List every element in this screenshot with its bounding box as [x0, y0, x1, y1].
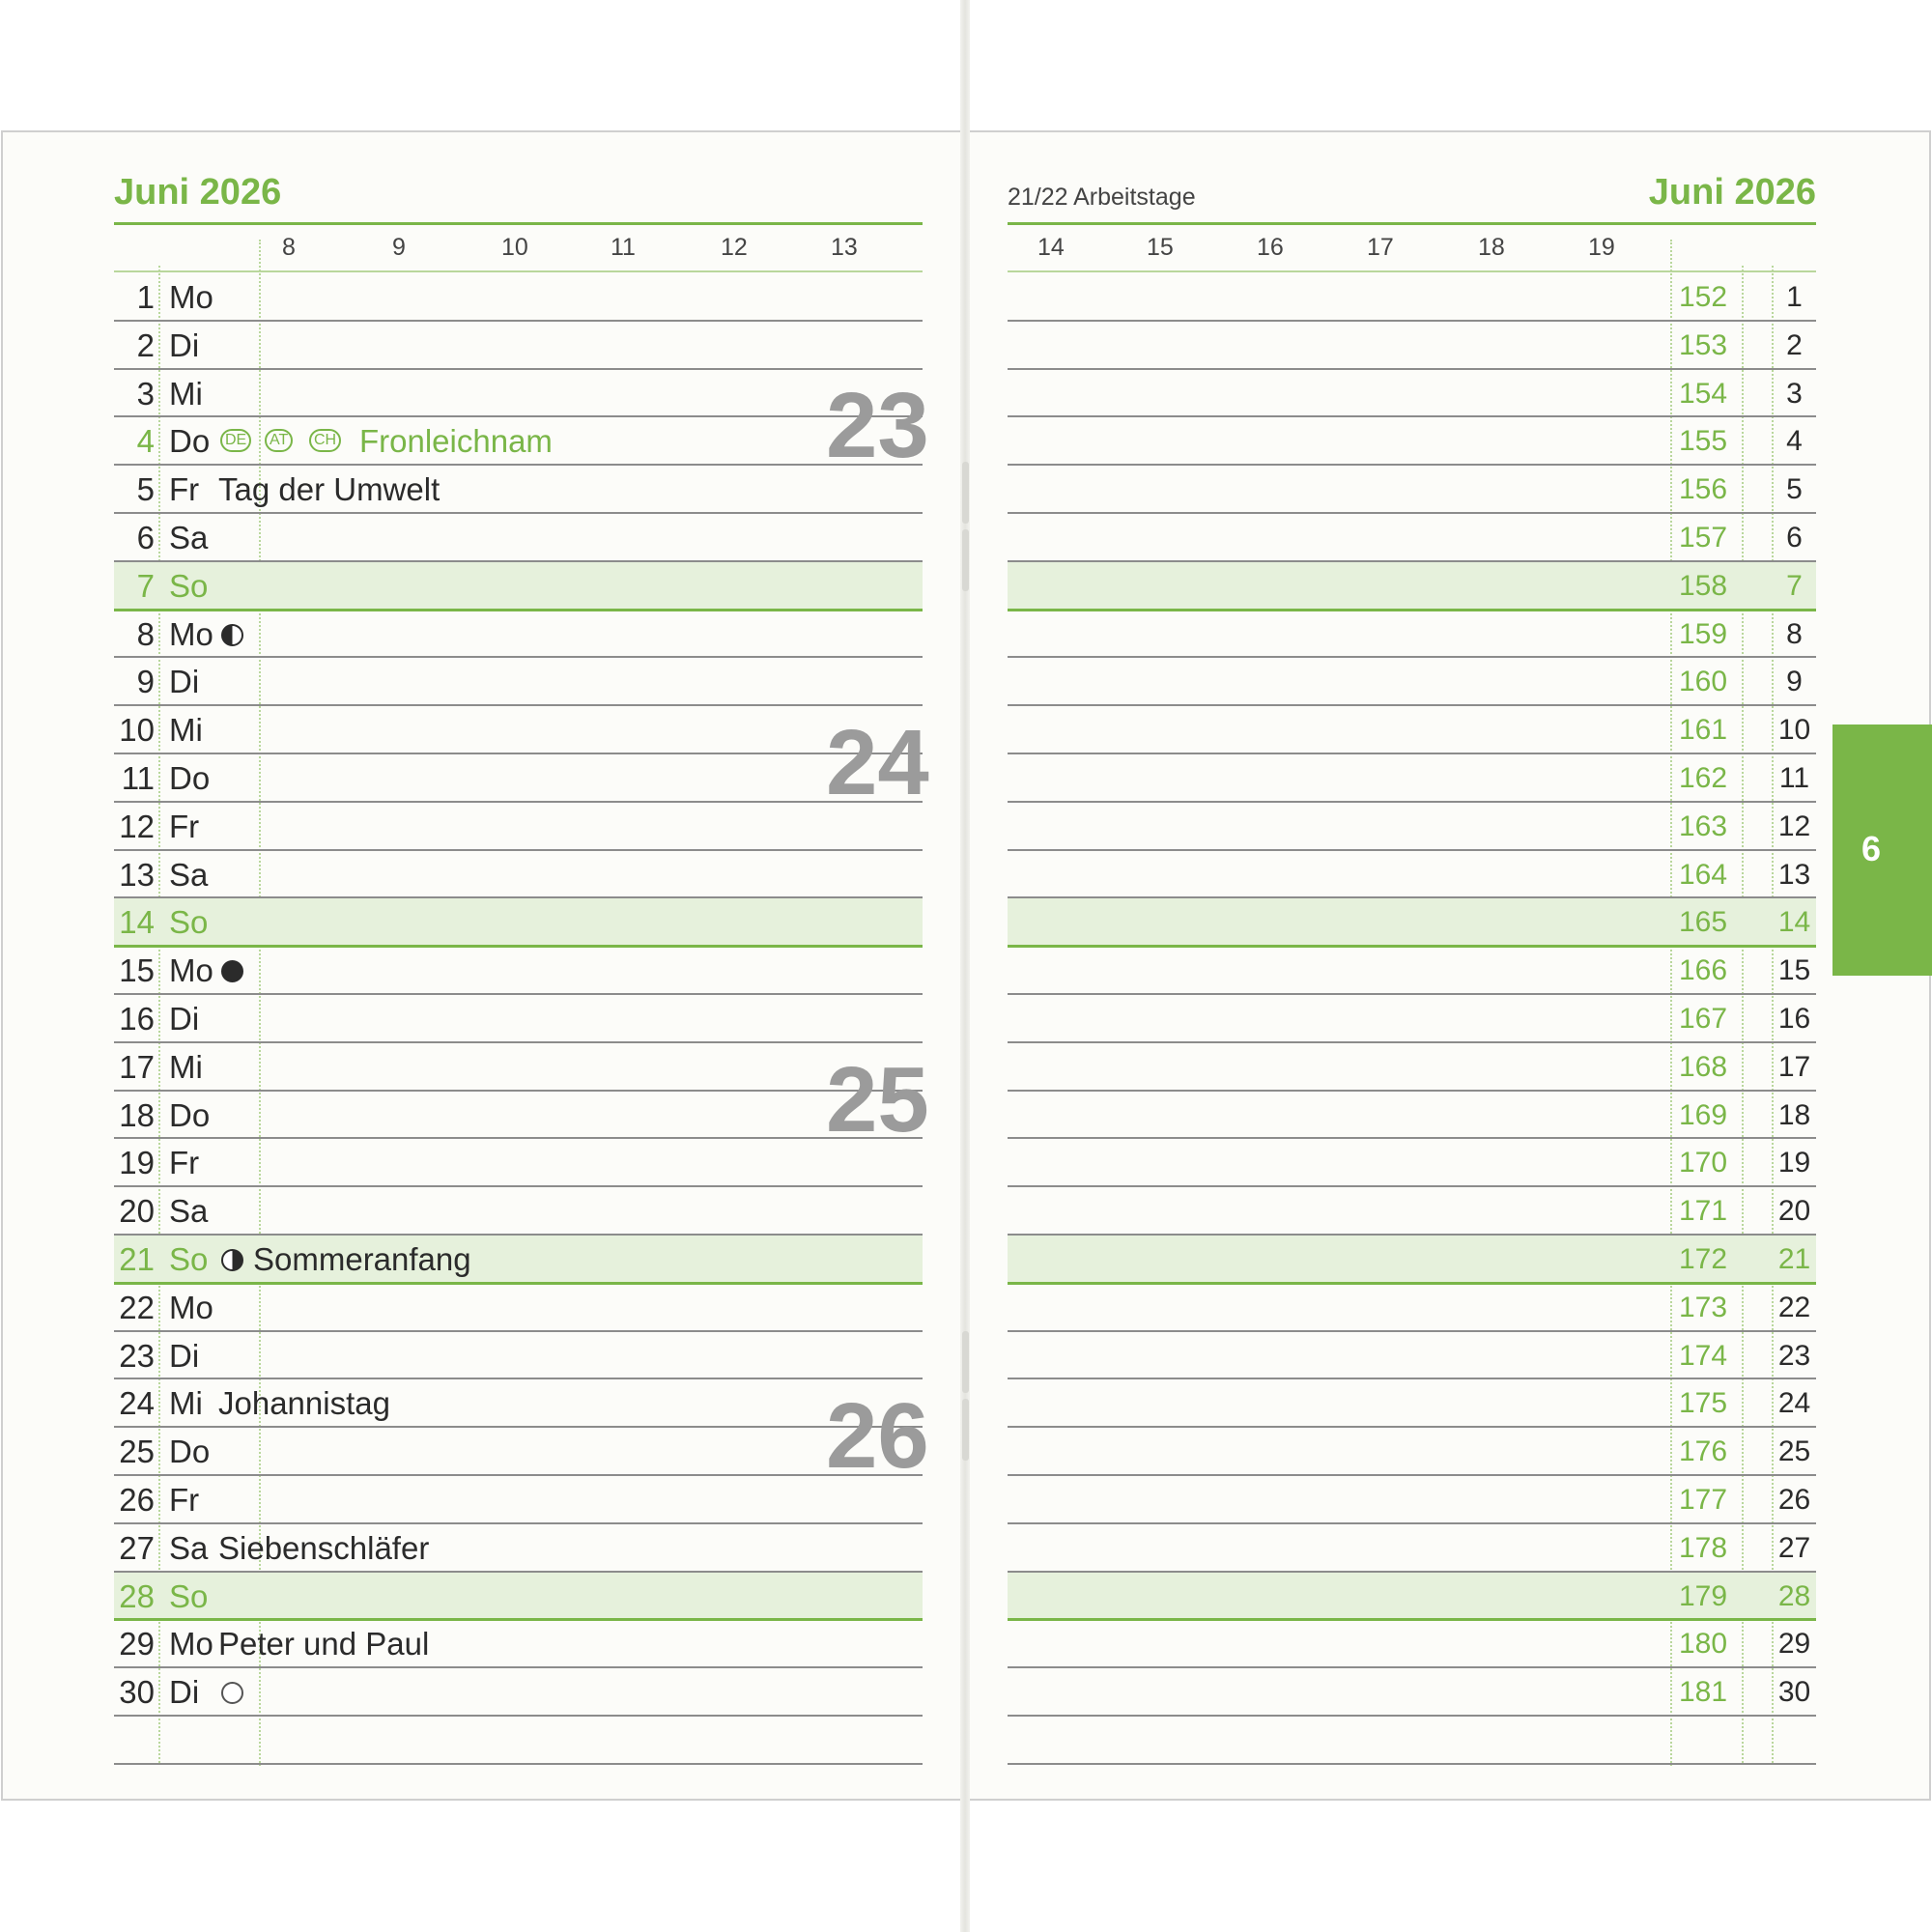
day-of-year: 166 — [1678, 954, 1728, 987]
hour-label: 17 — [1367, 234, 1394, 261]
day-of-year: 154 — [1678, 377, 1728, 410]
day-number: 4 — [136, 423, 155, 460]
day-name: So — [169, 904, 209, 941]
right-day-number: 2 — [1786, 328, 1803, 361]
day-number: 3 — [136, 375, 155, 412]
day-name: Fr — [169, 471, 200, 508]
day-number: 25 — [119, 1434, 155, 1470]
day-row-rule — [114, 993, 923, 995]
holiday-region-badge: CH — [309, 429, 341, 452]
holiday-region-badge: AT — [265, 429, 293, 452]
day-row-rule — [114, 1715, 923, 1717]
day-of-year: 170 — [1678, 1147, 1728, 1179]
day-of-year: 172 — [1678, 1243, 1728, 1275]
day-number: 1 — [136, 279, 155, 315]
right-day-number: 12 — [1777, 810, 1811, 842]
day-name: Di — [169, 664, 200, 700]
right-day-number: 11 — [1778, 762, 1810, 794]
day-number: 14 — [119, 904, 155, 941]
day-of-year: 178 — [1678, 1531, 1728, 1564]
right-day-number: 28 — [1777, 1579, 1811, 1612]
day-row-rule — [114, 753, 923, 754]
day-number: 23 — [119, 1337, 155, 1374]
day-name: So — [169, 1577, 209, 1614]
day-name: Sa — [169, 856, 209, 893]
day-name: Mi — [169, 1048, 203, 1085]
right-day-number: 5 — [1786, 473, 1803, 506]
hour-rule — [1008, 270, 1816, 272]
day-of-year: 163 — [1678, 810, 1728, 842]
day-row-rule — [114, 1282, 923, 1285]
day-of-year: 176 — [1678, 1435, 1728, 1468]
day-row-rule — [114, 656, 923, 658]
right-day-number: 30 — [1777, 1676, 1811, 1709]
day-event: Peter und Paul — [218, 1626, 430, 1662]
day-name: Di — [169, 1674, 200, 1711]
day-name: Fr — [169, 1145, 200, 1181]
day-name: Sa — [169, 520, 209, 555]
day-of-year: 162 — [1678, 762, 1728, 794]
right-day-number: 4 — [1786, 425, 1803, 458]
day-of-year: 155 — [1678, 425, 1728, 458]
right-page-title: Juni 2026 — [1648, 172, 1816, 213]
day-of-year: 158 — [1678, 569, 1728, 602]
day-number: 10 — [119, 712, 155, 749]
day-name: Sa — [169, 1193, 209, 1230]
day-name: Do — [169, 1434, 211, 1470]
right-day-number: 15 — [1777, 954, 1811, 987]
left-header-rule — [114, 222, 923, 225]
workdays-count: 21/22 Arbeitstage — [1008, 184, 1196, 211]
week-number: 25 — [826, 1048, 929, 1151]
sunday-band — [114, 898, 923, 945]
right-day-number: 22 — [1777, 1291, 1811, 1323]
day-row-rule — [114, 320, 923, 322]
day-of-year: 153 — [1678, 328, 1728, 361]
day-number: 17 — [119, 1048, 155, 1085]
holiday-region-badge: DE — [220, 429, 251, 452]
day-row-rule — [114, 704, 923, 706]
binding-staple — [962, 462, 969, 524]
day-number: 30 — [119, 1674, 155, 1711]
right-day-number: 16 — [1777, 1003, 1811, 1035]
day-name: Mo — [169, 1289, 213, 1325]
hour-label: 16 — [1257, 234, 1284, 261]
day-of-year: 161 — [1678, 714, 1728, 747]
day-number: 19 — [119, 1145, 155, 1181]
right-day-number: 19 — [1777, 1147, 1811, 1179]
day-number: 24 — [119, 1385, 155, 1422]
day-number: 13 — [119, 856, 155, 893]
day-number: 29 — [119, 1626, 155, 1662]
day-row-rule — [114, 609, 923, 611]
day-name: So — [169, 567, 209, 604]
day-number: 6 — [136, 520, 155, 555]
day-name: Mi — [169, 375, 203, 412]
day-of-year: 164 — [1678, 858, 1728, 891]
day-number: 27 — [119, 1529, 155, 1566]
right-day-number: 26 — [1777, 1484, 1811, 1516]
day-event: Fronleichnam — [359, 423, 553, 460]
day-of-year: 169 — [1678, 1098, 1728, 1131]
right-day-number: 17 — [1777, 1050, 1811, 1083]
sunday-band — [114, 1573, 923, 1619]
day-row-rule — [114, 849, 923, 851]
binding-staple — [962, 1331, 969, 1393]
day-row-rule — [114, 1041, 923, 1043]
hour-label: 18 — [1478, 234, 1505, 261]
day-event: Tag der Umwelt — [218, 471, 440, 508]
day-number: 8 — [136, 615, 155, 652]
day-of-year: 177 — [1678, 1484, 1728, 1516]
day-number: 15 — [119, 952, 155, 989]
day-row-rule — [114, 1763, 923, 1765]
day-row-rule — [114, 1474, 923, 1476]
right-day-number: 6 — [1786, 522, 1803, 554]
day-row-rule — [114, 1330, 923, 1332]
day-name: Di — [169, 1337, 200, 1374]
dotted-column-divider — [1670, 240, 1672, 1766]
day-row-rule — [114, 368, 923, 370]
right-day-number: 14 — [1777, 906, 1811, 939]
hour-rule — [114, 270, 923, 272]
day-of-year: 167 — [1678, 1003, 1728, 1035]
right-day-number: 29 — [1777, 1628, 1811, 1661]
week-number: 23 — [826, 374, 929, 477]
week-number: 26 — [826, 1384, 929, 1488]
day-name: Do — [169, 760, 211, 796]
day-name: Fr — [169, 1482, 200, 1518]
hour-label: 14 — [1037, 234, 1065, 261]
day-number: 5 — [136, 471, 155, 508]
right-day-number: 7 — [1786, 569, 1803, 602]
binding-staple — [962, 529, 969, 591]
day-number: 11 — [121, 760, 155, 796]
moon-phase-icon — [221, 1249, 243, 1271]
day-of-year: 180 — [1678, 1628, 1728, 1661]
hour-label: 9 — [392, 234, 406, 261]
day-row-rule — [1008, 1763, 1816, 1765]
day-of-year: 165 — [1678, 906, 1728, 939]
sunday-band — [114, 562, 923, 609]
day-of-year: 168 — [1678, 1050, 1728, 1083]
right-day-number: 18 — [1777, 1098, 1811, 1131]
day-event: Sommeranfang — [253, 1241, 471, 1277]
day-name: Sa — [169, 1529, 209, 1566]
hour-label: 12 — [721, 234, 748, 261]
moon-phase-icon — [221, 624, 243, 646]
hour-label: 8 — [282, 234, 296, 261]
week-number: 24 — [826, 711, 929, 814]
day-number: 12 — [119, 808, 155, 844]
day-number: 22 — [119, 1289, 155, 1325]
binding-staple — [962, 1399, 969, 1461]
day-event: Siebenschläfer — [218, 1529, 430, 1566]
right-day-number: 9 — [1786, 666, 1803, 698]
day-name: Mi — [169, 712, 203, 749]
right-day-number: 8 — [1786, 617, 1803, 650]
day-name: Do — [169, 1096, 211, 1133]
day-of-year: 152 — [1678, 281, 1728, 313]
day-name: Mo — [169, 615, 213, 652]
day-of-year: 174 — [1678, 1339, 1728, 1372]
day-of-year: 171 — [1678, 1195, 1728, 1228]
right-day-number: 1 — [1786, 281, 1803, 313]
day-number: 16 — [119, 1001, 155, 1037]
dotted-column-divider — [158, 266, 160, 1763]
day-row-rule — [114, 1185, 923, 1187]
day-of-year: 175 — [1678, 1387, 1728, 1420]
book-gutter — [960, 0, 970, 1932]
day-of-year: 156 — [1678, 473, 1728, 506]
day-number: 9 — [136, 664, 155, 700]
right-day-number: 20 — [1777, 1195, 1811, 1228]
day-name: Mo — [169, 279, 213, 315]
right-day-number: 24 — [1777, 1387, 1811, 1420]
day-number: 28 — [119, 1577, 155, 1614]
day-number: 21 — [119, 1241, 155, 1277]
dotted-column-divider — [1742, 266, 1744, 1763]
day-row-rule — [114, 1137, 923, 1139]
day-row-rule — [114, 1090, 923, 1092]
day-of-year: 157 — [1678, 522, 1728, 554]
day-number: 2 — [136, 327, 155, 363]
day-row-rule — [114, 945, 923, 948]
day-row-rule — [114, 801, 923, 803]
day-name: Di — [169, 327, 200, 363]
right-day-number: 27 — [1777, 1531, 1811, 1564]
hour-label: 13 — [831, 234, 858, 261]
day-name: Di — [169, 1001, 200, 1037]
day-number: 20 — [119, 1193, 155, 1230]
hour-label: 11 — [611, 234, 636, 261]
right-day-number: 3 — [1786, 377, 1803, 410]
right-day-number: 10 — [1777, 714, 1811, 747]
day-of-year: 159 — [1678, 617, 1728, 650]
day-event: Johannistag — [218, 1385, 390, 1422]
day-name: Fr — [169, 808, 200, 844]
day-name: Mo — [169, 1626, 213, 1662]
day-name: Mi — [169, 1385, 203, 1422]
day-name: Do — [169, 423, 211, 460]
hour-label: 10 — [501, 234, 528, 261]
day-of-year: 179 — [1678, 1579, 1728, 1612]
right-day-number: 23 — [1777, 1339, 1811, 1372]
day-of-year: 173 — [1678, 1291, 1728, 1323]
month-tab-label: 6 — [1861, 829, 1882, 868]
day-number: 18 — [119, 1096, 155, 1133]
left-page-title: Juni 2026 — [114, 172, 282, 213]
day-number: 7 — [136, 567, 155, 604]
day-number: 26 — [119, 1482, 155, 1518]
right-day-number: 21 — [1777, 1243, 1811, 1275]
day-name: Mo — [169, 952, 213, 989]
day-of-year: 181 — [1678, 1676, 1728, 1709]
hour-label: 19 — [1588, 234, 1615, 261]
day-name: So — [169, 1241, 209, 1277]
right-header-rule — [1008, 222, 1816, 225]
right-day-number: 13 — [1777, 858, 1811, 891]
right-day-number: 25 — [1777, 1435, 1811, 1468]
day-of-year: 160 — [1678, 666, 1728, 698]
hour-label: 15 — [1147, 234, 1174, 261]
